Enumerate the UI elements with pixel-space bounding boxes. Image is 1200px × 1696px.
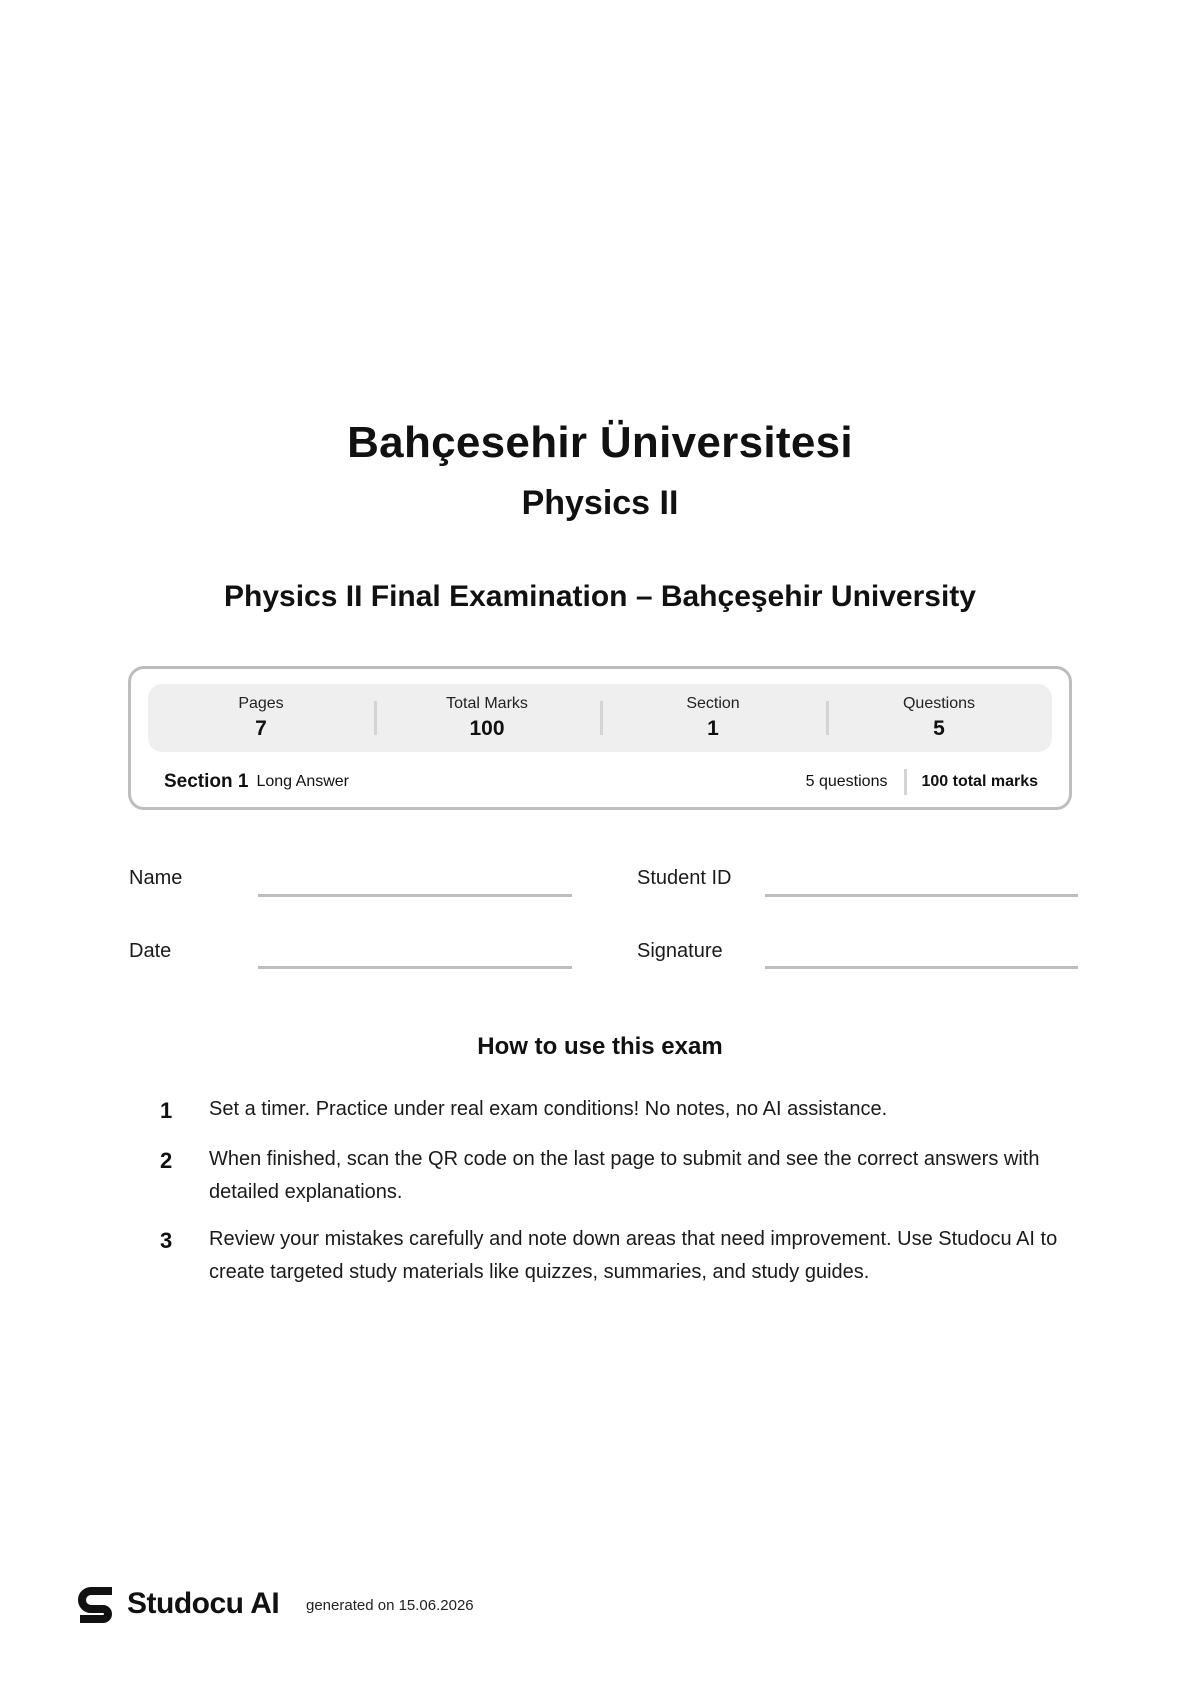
exam-summary-card xyxy=(128,666,1072,810)
stat-value: 100 xyxy=(469,717,505,740)
step-number: 3 xyxy=(160,1228,173,1253)
stat-label: Pages xyxy=(238,695,284,712)
stat-value: 7 xyxy=(255,717,267,740)
name-line[interactable] xyxy=(258,894,572,897)
stat-section xyxy=(600,684,826,752)
signature-label: Signature xyxy=(637,940,723,962)
exam-stats-bar xyxy=(148,684,1052,752)
date-label: Date xyxy=(129,940,172,962)
step-number: 1 xyxy=(160,1098,173,1123)
stat-total-marks xyxy=(374,684,600,752)
section-total-marks: 100 total marks xyxy=(921,773,1038,790)
section-name: Section 1 xyxy=(164,771,249,792)
footer-brand: Studocu AI xyxy=(127,1587,280,1620)
stat-pages xyxy=(148,684,374,752)
stat-label: Questions xyxy=(902,695,976,712)
signature-line[interactable] xyxy=(765,966,1078,969)
step-text: Set a timer. Practice under real exam conditions! No notes, no AI assistance. xyxy=(209,1098,888,1120)
step-text: When finished, scan the QR code on the last page to submit and see the correct answers with detailed explanations. xyxy=(209,1148,1040,1203)
generated-date: generated on 15.06.2026 xyxy=(306,1597,474,1614)
section-divider xyxy=(904,769,907,795)
date-line[interactable] xyxy=(258,966,572,969)
howto-heading: How to use this exam xyxy=(477,1033,723,1060)
exam-title: Physics II Final Examination – Bahçeşehir University xyxy=(224,580,976,613)
section-question-count: 5 questions xyxy=(805,773,888,790)
student-id-line[interactable] xyxy=(765,894,1078,897)
stat-value: 1 xyxy=(707,717,719,740)
stat-value: 5 xyxy=(933,717,945,740)
name-label: Name xyxy=(129,867,183,889)
studocu-logo-icon xyxy=(78,1585,116,1625)
student-id-label: Student ID xyxy=(637,867,732,889)
stat-label: Total Marks xyxy=(446,695,528,712)
section-type: Long Answer xyxy=(256,773,349,790)
stat-questions xyxy=(826,684,1052,752)
university-name: Bahçesehir Üniversitesi xyxy=(347,418,853,467)
stat-label: Section xyxy=(686,695,740,712)
section-row xyxy=(164,770,1038,794)
step-text: Review your mistakes carefully and note down areas that need improvement. Use Studocu AI to create targeted study materials like quizzes, summaries, and study guides. xyxy=(209,1228,1058,1283)
course-name: Physics II xyxy=(521,484,679,522)
step-number: 2 xyxy=(160,1148,173,1173)
